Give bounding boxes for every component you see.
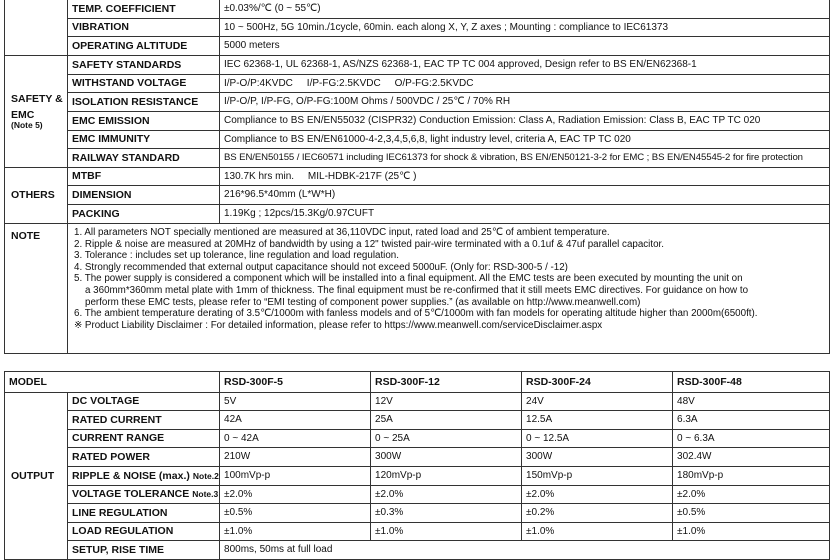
row-value: ±2.0%	[522, 486, 673, 504]
row-value: IEC 62368-1, UL 62368-1, AS/NZS 62368-1, EAC TP TC 004 approved, Design refer to BS EN/EN62368-1	[220, 56, 830, 75]
row-value: 210W	[220, 448, 371, 467]
table-row	[5, 56, 830, 75]
row-label: PACKING	[68, 205, 220, 224]
row-value: 180mVp-p	[673, 467, 830, 486]
model-output-table	[4, 371, 830, 560]
row-value: ±1.0%	[220, 523, 371, 541]
row-label	[68, 467, 220, 486]
table-row	[5, 523, 830, 541]
table-row	[5, 504, 830, 523]
safety-category-label: SAFETY &	[11, 92, 63, 105]
row-value: ±0.5%	[220, 504, 371, 523]
row-value: ±1.0%	[673, 523, 830, 541]
row-label-note: Note.2	[192, 470, 219, 481]
table-row	[5, 186, 830, 205]
table-row	[5, 448, 830, 467]
table-row	[5, 393, 830, 411]
row-value: 216*96.5*40mm (L*W*H)	[220, 186, 830, 205]
spec-table-top	[4, 0, 830, 354]
table-row	[5, 467, 830, 486]
note-line: 5. The power supply is considered a component which will be installed into a final equipment. All the EMC tests are been executed by mounting the unit on	[74, 273, 743, 285]
row-label	[68, 448, 220, 467]
row-value: ±2.0%	[220, 486, 371, 504]
row-value: 150mVp-p	[522, 467, 673, 486]
note-line: 2. Ripple & noise are measured at 20MHz of bandwidth by using a 12" twisted pair-wire terminated with a 0.1uf & 47uf parallel capacitor.	[74, 238, 664, 250]
row-label-note: Note.3	[192, 489, 219, 500]
table-row	[5, 112, 830, 131]
row-value: 0 ~ 6.3A	[673, 430, 830, 448]
row-value: ±0.2%	[522, 504, 673, 523]
row-value: 0 ~ 12.5A	[522, 430, 673, 448]
row-value: I/P-O/P:4KVDC I/P-FG:2.5KVDC O/P-FG:2.5KVDC	[220, 75, 830, 93]
model-header-label: MODEL	[5, 372, 220, 393]
row-label	[68, 393, 220, 411]
note-list	[68, 224, 830, 354]
row-label: OPERATING ALTITUDE	[68, 37, 220, 56]
table-row	[5, 19, 830, 37]
row-label: VIBRATION	[68, 19, 220, 37]
row-label	[68, 541, 220, 560]
row-value: 302.4W	[673, 448, 830, 467]
row-label: WITHSTAND VOLTAGE	[68, 75, 220, 93]
row-value: 24V	[522, 393, 673, 411]
row-label-text: RIPPLE & NOISE (max.)	[72, 469, 190, 482]
model-name: RSD-300F-48	[673, 372, 830, 393]
table-row	[5, 224, 830, 354]
row-value: 0 ~ 42A	[220, 430, 371, 448]
row-value: 0 ~ 25A	[371, 430, 522, 448]
row-value: Compliance to BS EN/EN55032 (CISPR32) Conduction Emission: Class A, Radiation Emission: Class B, EAC TP TC 020	[220, 112, 830, 131]
row-label-text: DC VOLTAGE	[72, 395, 140, 408]
row-value: 120mVp-p	[371, 467, 522, 486]
row-value: ±1.0%	[371, 523, 522, 541]
table-row	[5, 149, 830, 168]
row-label: MTBF	[68, 168, 220, 186]
row-value: 10 ~ 500Hz, 5G 10min./1cycle, 60min. each along X, Y, Z axes ; Mounting : compliance to IEC61373	[220, 19, 830, 37]
row-value: 1.19Kg ; 12pcs/15.3Kg/0.97CUFT	[220, 205, 830, 224]
safety-category-note: (Note 5)	[11, 119, 43, 130]
note-line: perform these EMC tests, please refer to “EMI testing of component power supplies.” (as available on http://www.meanwell.com)	[85, 296, 641, 308]
row-label: SAFETY STANDARDS	[68, 56, 220, 75]
note-line: ※ Product Liability Disclaimer : For detailed information, please refer to https://www.meanwell.com/serviceDisclaimer.aspx	[74, 319, 603, 331]
table-row	[5, 131, 830, 149]
row-label-text: VOLTAGE TOLERANCE	[72, 488, 190, 501]
row-label: ISOLATION RESISTANCE	[68, 93, 220, 112]
model-header-row	[5, 372, 830, 393]
row-value: 800ms, 50ms at full load	[220, 541, 830, 560]
row-label-text: LINE REGULATION	[72, 506, 168, 519]
table-row	[5, 430, 830, 448]
environment-category-cell	[5, 0, 68, 56]
row-value: 300W	[522, 448, 673, 467]
table-row	[5, 0, 830, 19]
row-value: 5000 meters	[220, 37, 830, 56]
row-value: ±2.0%	[371, 486, 522, 504]
row-value: 300W	[371, 448, 522, 467]
row-label: EMC IMMUNITY	[68, 131, 220, 149]
row-label: RAILWAY STANDARD	[68, 149, 220, 168]
row-value: 5V	[220, 393, 371, 411]
row-value: ±2.0%	[673, 486, 830, 504]
row-label-text: RATED CURRENT	[72, 413, 162, 426]
row-value: I/P-O/P, I/P-FG, O/P-FG:100M Ohms / 500VDC / 25℃ / 70% RH	[220, 93, 830, 112]
row-label	[68, 523, 220, 541]
table-row	[5, 411, 830, 430]
row-value: 12.5A	[522, 411, 673, 430]
model-name: RSD-300F-5	[220, 372, 371, 393]
row-value: 6.3A	[673, 411, 830, 430]
row-label	[68, 504, 220, 523]
row-label-text: LOAD REGULATION	[72, 525, 174, 538]
safety-category-cell	[5, 56, 68, 168]
note-line: 6. The ambient temperature derating of 3.5℃/1000m with fanless models and of 5℃/1000m with fan models for operating altitude higher than 2000m(6500ft).	[74, 308, 758, 320]
row-label-text: SETUP, RISE TIME	[72, 543, 164, 556]
row-value: 25A	[371, 411, 522, 430]
note-line: a 360mm*360mm metal plate with 1mm of thickness. The final equipment must be re-confirmed that it still meets EMC directives. For guidance on how to	[85, 284, 749, 296]
row-label	[68, 486, 220, 504]
table-row	[5, 93, 830, 112]
table-row	[5, 37, 830, 56]
model-name: RSD-300F-24	[522, 372, 673, 393]
others-category-cell: OTHERS	[5, 168, 68, 224]
row-value: 42A	[220, 411, 371, 430]
row-label-text: RATED POWER	[72, 450, 150, 463]
row-label	[68, 430, 220, 448]
table-row	[5, 75, 830, 93]
table-row	[5, 486, 830, 504]
row-value: ±0.5%	[673, 504, 830, 523]
table-row	[5, 205, 830, 224]
table-row	[5, 168, 830, 186]
row-value: ±1.0%	[522, 523, 673, 541]
row-value: Compliance to BS EN/EN61000-4-2,3,4,5,6,8, light industry level, criteria A, EAC TP TC 020	[220, 131, 830, 149]
row-value: 12V	[371, 393, 522, 411]
row-value: ±0.3%	[371, 504, 522, 523]
row-value: 48V	[673, 393, 830, 411]
note-line: 3. Tolerance : includes set up tolerance, line regulation and load regulation.	[74, 250, 399, 262]
note-line: 4. Strongly recommended that external output capacitance should not exceed 5000uF. (Only for: RSD-300-5 / -12)	[74, 261, 568, 273]
note-line: 1. All parameters NOT specially mentioned are measured at 36,110VDC input, rated load and 25℃ of ambient temperature.	[74, 227, 610, 238]
row-label-text: CURRENT RANGE	[72, 432, 165, 445]
row-label	[68, 411, 220, 430]
row-value: ±0.03%/℃ (0 ~ 55℃)	[220, 0, 830, 19]
row-label: DIMENSION	[68, 186, 220, 205]
row-value: BS EN/EN50155 / IEC60571 including IEC61373 for shock & vibration, BS EN/EN50121-3-2 for EMC ; BS EN/EN45545-2 for fire protection	[220, 149, 830, 168]
row-label: TEMP. COEFFICIENT	[68, 0, 220, 19]
output-category-cell: OUTPUT	[5, 393, 68, 560]
note-category-cell: NOTE	[5, 224, 68, 354]
table-row	[5, 541, 830, 560]
row-label: EMC EMISSION	[68, 112, 220, 131]
row-value: 130.7K hrs min. MIL-HDBK-217F (25℃ )	[220, 168, 830, 186]
row-value: 100mVp-p	[220, 467, 371, 486]
safety-category-label-2: EMC	[11, 108, 35, 121]
model-name: RSD-300F-12	[371, 372, 522, 393]
